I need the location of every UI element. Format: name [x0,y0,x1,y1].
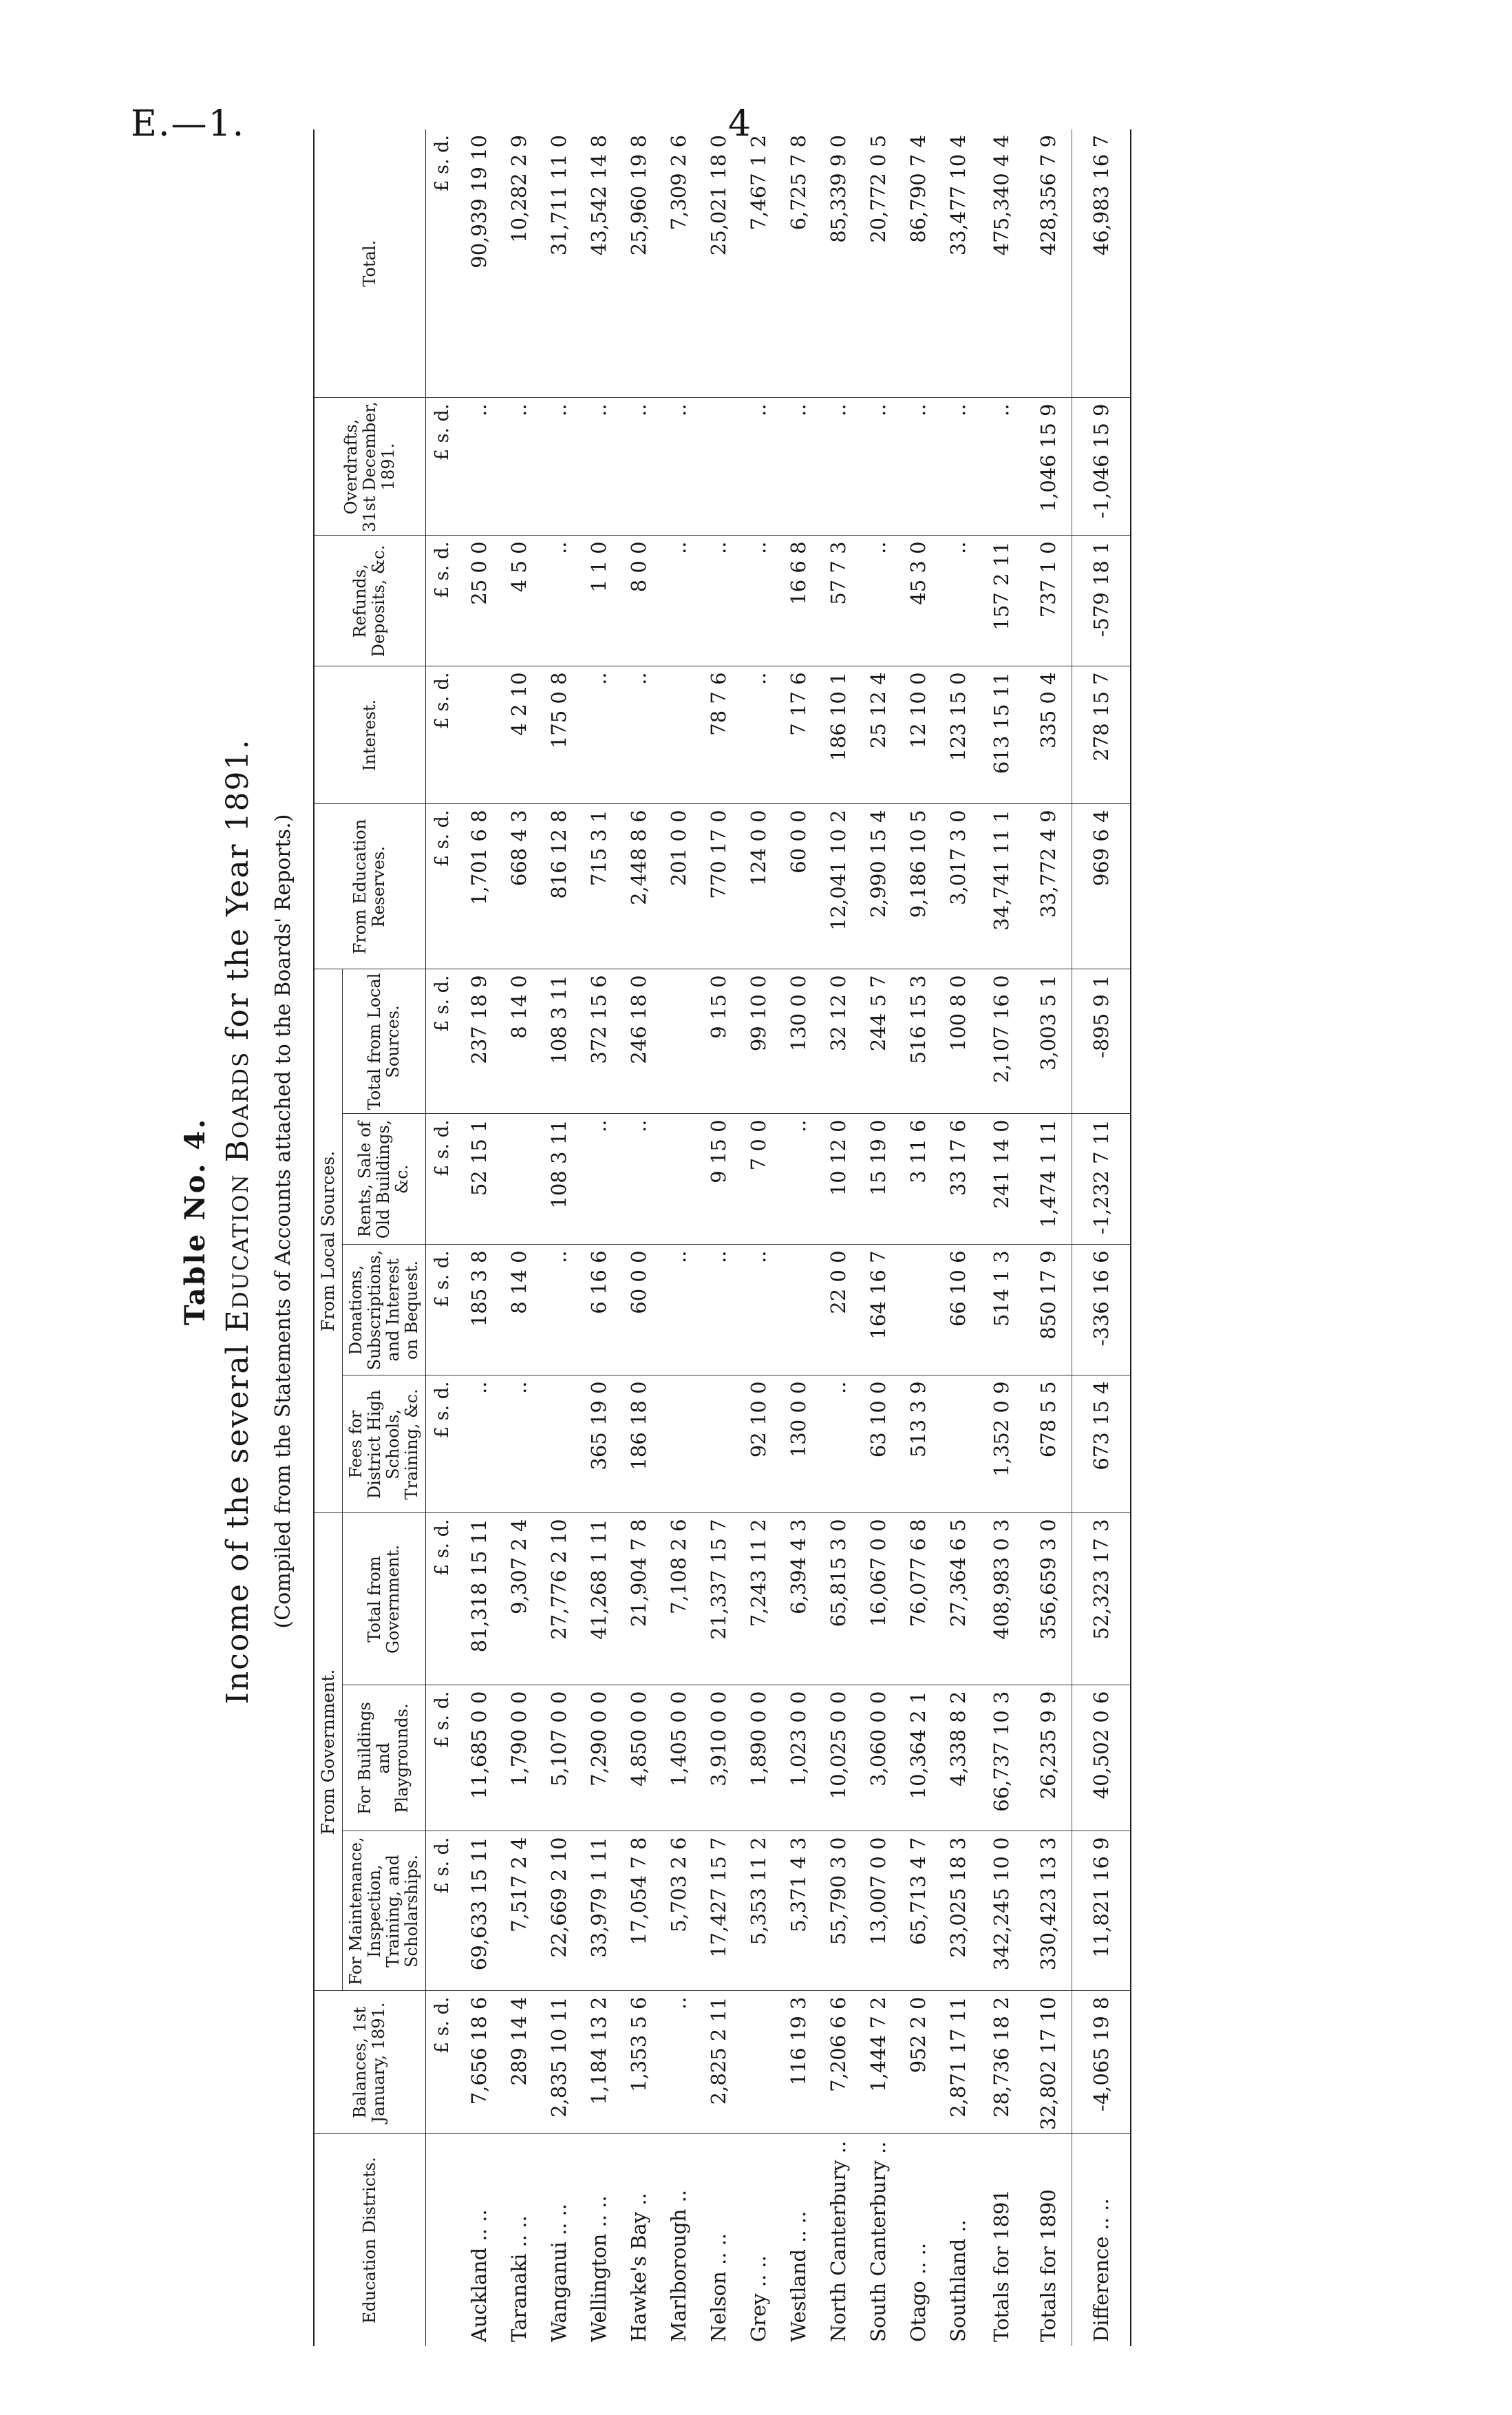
cell-fees: 513 3 9 [898,1375,938,1513]
cell-buildings: 40,502 0 6 [1072,1685,1131,1831]
cell-fees: 673 15 4 [1072,1375,1131,1513]
cell-interest: 186 10 1 [818,666,858,804]
table-row [539,129,579,2346]
cell-district: Wanganui .. .. [546,2203,571,2342]
cell-buildings: 11,685 0 0 [459,1685,499,1831]
cell-total: 475,340 4 4 [978,129,1025,398]
cell-overdrafts: .. [619,398,659,536]
cell-rents: 241 14 0 [978,1114,1025,1245]
cell-interest: 7 17 6 [778,666,818,804]
cell-total-local: 244 5 7 [858,969,898,1114]
cell-overdrafts: .. [579,398,619,536]
table-row [778,129,818,2346]
cell-rents: .. [778,1114,818,1245]
cell-fees [539,1375,579,1513]
cell-reserves: 969 6 4 [1072,804,1131,969]
cell-buildings: 4,850 0 0 [619,1685,659,1831]
cell-maintenance: 33,979 1 11 [579,1831,619,1991]
cell-maintenance: 65,713 4 7 [898,1831,938,1991]
table-row [659,129,699,2346]
cell-balances: 289 14 4 [499,1991,539,2134]
difference-row [1072,129,1131,2346]
cell-total-local: 372 15 6 [579,969,619,1114]
cell-rents: 10 12 0 [818,1114,858,1245]
cell-fees [699,1375,738,1513]
header-donations: Donations, Subscriptions, and Interest on Bequest. [343,1245,426,1375]
cell-total: 428,356 7 9 [1025,129,1072,398]
cell-overdrafts: .. [778,398,818,536]
cell-overdrafts: .. [818,398,858,536]
cell-refunds: .. [699,536,738,666]
cell-interest: 4 2 10 [499,666,539,804]
cell-fees: 186 18 0 [619,1375,659,1513]
header-total: Total. [314,129,425,398]
header-refunds: Refunds, Deposits, &c. [314,536,425,666]
cell-refunds: .. [938,536,978,666]
cell-rents [499,1114,539,1245]
cell-total-government: 356,659 3 0 [1025,1513,1072,1685]
cell-district: Nelson .. .. [706,2233,730,2342]
header-from-government: From Government. [314,1513,343,1991]
cell-interest: 78 7 6 [699,666,738,804]
cell-reserves: 34,741 11 1 [978,804,1025,969]
cell-fees: 92 10 0 [738,1375,778,1513]
header-interest: Interest. [314,666,425,804]
cell-donations: 185 3 8 [459,1245,499,1375]
cell-total: 85,339 9 0 [818,129,858,398]
cell-total-local: 3,003 5 1 [1025,969,1072,1114]
cell-donations [778,1245,818,1375]
cell-maintenance: 5,353 11 2 [738,1831,778,1991]
cell-rents: 33 17 6 [938,1114,978,1245]
cell-total-local [659,969,699,1114]
cell-buildings: 66,737 10 3 [978,1685,1025,1831]
cell-donations: 164 16 7 [858,1245,898,1375]
cell-district: Southland .. [946,2219,970,2342]
cell-total: 20,772 0 5 [858,129,898,398]
cell-maintenance: 342,245 10 0 [978,1831,1025,1991]
cell-overdrafts: .. [459,398,499,536]
cell-donations: .. [738,1245,778,1375]
cell-total: 86,790 7 4 [898,129,938,398]
cell-maintenance: 11,821 16 9 [1072,1831,1131,1991]
cell-overdrafts [699,398,738,536]
cell-reserves: 124 0 0 [738,804,778,969]
cell-total: 31,711 11 0 [539,129,579,398]
cell-maintenance: 55,790 3 0 [818,1831,858,1991]
cell-maintenance: 330,423 13 3 [1025,1831,1072,1991]
cell-total-local: 100 8 0 [938,969,978,1114]
header-fees: Fees for District High Schools, Training, &c. [343,1375,426,1513]
cell-interest: 25 12 4 [858,666,898,804]
table-row [619,129,659,2346]
cell-overdrafts: .. [978,398,1025,536]
table-row [699,129,738,2346]
cell-total-local: 108 3 11 [539,969,579,1114]
cell-balances: 116 19 3 [778,1991,818,2134]
cell-rents: 1,474 1 11 [1025,1114,1072,1245]
cell-overdrafts: .. [539,398,579,536]
header-reserves: From Education Reserves. [314,804,425,969]
cell-reserves: 33,772 4 9 [1025,804,1072,969]
cell-balances: 7,206 6 6 [818,1991,858,2134]
cell-total-local: 9 15 0 [699,969,738,1114]
cell-balances: 28,736 18 2 [978,1991,1025,2134]
cell-refunds: .. [738,536,778,666]
cell-district: Difference .. .. [1072,2134,1131,2346]
cell-buildings: 1,023 0 0 [778,1685,818,1831]
cell-donations: .. [539,1245,579,1375]
table-row [499,129,539,2346]
cell-total-government: 7,108 2 6 [659,1513,699,1685]
cell-district: Auckland .. .. [467,2209,491,2342]
cell-overdrafts: .. [858,398,898,536]
cell-reserves: 2,448 8 6 [619,804,659,969]
cell-interest [659,666,699,804]
cell-refunds: 57 7 3 [818,536,858,666]
cell-fees: 678 5 5 [1025,1375,1072,1513]
cell-refunds: .. [659,536,699,666]
cell-reserves: 3,017 3 0 [938,804,978,969]
cell-rents: 52 15 1 [459,1114,499,1245]
cell-total-government: 408,983 0 3 [978,1513,1025,1685]
cell-reserves: 1,701 6 8 [459,804,499,969]
cell-interest: 335 0 4 [1025,666,1072,804]
cell-reserves: 9,186 10 5 [898,804,938,969]
cell-total-government: 52,323 17 3 [1072,1513,1131,1685]
cell-fees: 365 19 0 [579,1375,619,1513]
cell-interest [459,666,499,804]
page-reference: E.—1. [131,103,246,145]
cell-refunds: .. [858,536,898,666]
cell-rents [659,1114,699,1245]
cell-maintenance: 5,371 4 3 [778,1831,818,1991]
cell-donations: 6 16 6 [579,1245,619,1375]
cell-total-local: 8 14 0 [499,969,539,1114]
cell-overdrafts: .. [738,398,778,536]
cell-total-government: 81,318 15 11 [459,1513,499,1685]
cell-refunds: -579 18 1 [1072,536,1131,666]
cell-donations: 66 10 6 [938,1245,978,1375]
cell-district: Wellington .. .. [586,2195,610,2342]
cell-total: 25,960 19 8 [619,129,659,398]
cell-rents: .. [579,1114,619,1245]
cell-reserves: 668 4 3 [499,804,539,969]
cell-refunds: 25 0 0 [459,536,499,666]
cell-maintenance: 17,427 15 7 [699,1831,738,1991]
cell-total-government: 27,364 6 5 [938,1513,978,1685]
table-row [738,129,778,2346]
cell-district: Otago .. .. [906,2242,930,2342]
cell-buildings: 7,290 0 0 [579,1685,619,1831]
cell-refunds: 45 3 0 [898,536,938,666]
cell-district: Taranaki .. .. [507,2215,531,2342]
cell-buildings: 1,790 0 0 [499,1685,539,1831]
header-total-government: Total from Government. [343,1513,426,1685]
table-row [938,129,978,2346]
cell-reserves: 2,990 15 4 [858,804,898,969]
cell-reserves: 816 12 8 [539,804,579,969]
totals-1891-row [978,129,1025,2346]
cell-fees: .. [459,1375,499,1513]
cell-refunds: 16 6 8 [778,536,818,666]
cell-total-local: -895 9 1 [1072,969,1131,1114]
cell-balances [738,1991,778,2134]
cell-donations: -336 16 6 [1072,1245,1131,1375]
table-title: Table No. 4. [179,1117,211,1326]
cell-fees: 63 10 0 [858,1375,898,1513]
cell-total-local: 99 10 0 [738,969,778,1114]
cell-rents: 9 15 0 [699,1114,738,1245]
cell-district: North Canterbury .. [826,2140,850,2342]
cell-overdrafts: .. [659,398,699,536]
cell-total-government: 9,307 2 4 [499,1513,539,1685]
cell-balances: 2,871 17 11 [938,1991,978,2134]
cell-balances: 2,835 10 11 [539,1991,579,2134]
cell-total: 43,542 14 8 [579,129,619,398]
cell-interest: 278 15 7 [1072,666,1131,804]
cell-maintenance: 17,054 7 8 [619,1831,659,1991]
cell-total-government: 7,243 11 2 [738,1513,778,1685]
rotated-table-page [0,83,1512,2360]
cell-district: Westland .. .. [786,2211,810,2342]
cell-maintenance: 5,703 2 6 [659,1831,699,1991]
cell-interest: 613 15 11 [978,666,1025,804]
cell-fees: .. [499,1375,539,1513]
cell-buildings: 4,338 8 2 [938,1685,978,1831]
cell-total-government: 21,337 15 7 [699,1513,738,1685]
cell-interest: 175 0 8 [539,666,579,804]
cell-total-government: 41,268 1 11 [579,1513,619,1685]
cell-total-government: 16,067 0 0 [858,1513,898,1685]
cell-donations [898,1245,938,1375]
cell-donations: 22 0 0 [818,1245,858,1375]
cell-reserves: 715 3 1 [579,804,619,969]
cell-total-government: 27,776 2 10 [539,1513,579,1685]
cell-district: Totals for 1891 [989,2189,1013,2342]
cell-total-local: 2,107 16 0 [978,969,1025,1114]
cell-buildings: 1,890 0 0 [738,1685,778,1831]
header-rents: Rents, Sale of Old Buildings, &c. [343,1114,426,1245]
cell-fees: 1,352 0 9 [978,1375,1025,1513]
cell-rents: 15 19 0 [858,1114,898,1245]
cell-donations: 850 17 9 [1025,1245,1072,1375]
cell-district: Marlborough .. [666,2189,690,2342]
cell-balances: 1,184 13 2 [579,1991,619,2134]
table-row [818,129,858,2346]
cell-maintenance: 22,669 2 10 [539,1831,579,1991]
cell-total: 10,282 2 9 [499,129,539,398]
table-source-note: (Compiled from the Statements of Accounts attached to the Boards' Reports.) [271,814,295,1629]
cell-total: 25,021 18 0 [699,129,738,398]
cell-total-local: 516 15 3 [898,969,938,1114]
cell-total-government: 65,815 3 0 [818,1513,858,1685]
cell-interest: .. [738,666,778,804]
cell-interest: 123 15 0 [938,666,978,804]
cell-district: Grey .. .. [746,2255,770,2342]
cell-reserves: 12,041 10 2 [818,804,858,969]
cell-total: 7,309 2 6 [659,129,699,398]
cell-rents: .. [619,1114,659,1245]
cell-fees [659,1375,699,1513]
cell-rents: -1,232 7 11 [1072,1114,1131,1245]
table-row [459,129,499,2346]
cell-rents: 7 0 0 [738,1114,778,1245]
cell-refunds: 157 2 11 [978,536,1025,666]
cell-rents: 3 11 6 [898,1114,938,1245]
cell-reserves: 60 0 0 [778,804,818,969]
totals-1890-row [1025,129,1072,2346]
header-overdrafts: Overdrafts, 31st December, 1891. [314,398,425,536]
cell-donations: .. [699,1245,738,1375]
cell-reserves: 770 17 0 [699,804,738,969]
cell-balances: 952 2 0 [898,1991,938,2134]
cell-fees: 130 0 0 [778,1375,818,1513]
cell-reserves: 201 0 0 [659,804,699,969]
cell-overdrafts: .. [898,398,938,536]
cell-refunds: 4 5 0 [499,536,539,666]
cell-buildings: 3,060 0 0 [858,1685,898,1831]
income-table [313,129,1131,2346]
cell-maintenance: 7,517 2 4 [499,1831,539,1991]
cell-rents: 108 3 11 [539,1114,579,1245]
cell-balances: 1,353 5 6 [619,1991,659,2134]
cell-refunds: .. [539,536,579,666]
cell-buildings: 26,235 9 9 [1025,1685,1072,1831]
cell-overdrafts: .. [938,398,978,536]
table-row [898,129,938,2346]
cell-donations: 60 0 0 [619,1245,659,1375]
page-number: 4 [728,103,752,145]
cell-total: 7,467 1 2 [738,129,778,398]
header-balances: Balances, 1st January, 1891. [314,1991,425,2134]
cell-interest: 12 10 0 [898,666,938,804]
cell-district: South Canterbury .. [866,2141,890,2342]
cell-maintenance: 23,025 18 3 [938,1831,978,1991]
table-row [579,129,619,2346]
cell-donations: 8 14 0 [499,1245,539,1375]
cell-refunds: 737 1 0 [1025,536,1072,666]
cell-balances: -4,065 19 8 [1072,1991,1131,2134]
cell-total: 90,939 19 10 [459,129,499,398]
cell-balances: .. [659,1991,699,2134]
cell-balances: 32,802 17 10 [1025,1991,1072,2134]
cell-total: 6,725 7 8 [778,129,818,398]
cell-total: 33,477 10 4 [938,129,978,398]
table-subtitle: Income of the several Education Boards for the Year 1891. [220,738,255,1705]
header-maintenance: For Maintenance, Inspection, Training, and Scholarships. [343,1831,426,1991]
cell-overdrafts: 1,046 15 9 [1025,398,1072,536]
cell-total-government: 21,904 7 8 [619,1513,659,1685]
cell-total-local: 237 18 9 [459,969,499,1114]
cell-total-government: 76,077 6 8 [898,1513,938,1685]
cell-interest: .. [579,666,619,804]
cell-balances: 1,444 7 2 [858,1991,898,2134]
cell-balances: 2,825 2 11 [699,1991,738,2134]
table-row [858,129,898,2346]
cell-balances: 7,656 18 6 [459,1991,499,2134]
cell-interest: .. [619,666,659,804]
cell-donations: 514 1 3 [978,1245,1025,1375]
cell-total-local: 32 12 0 [818,969,858,1114]
cell-maintenance: 13,007 0 0 [858,1831,898,1991]
cell-buildings: 10,025 0 0 [818,1685,858,1831]
cell-donations: .. [659,1245,699,1375]
cell-total: 46,983 16 7 [1072,129,1131,398]
units-row: £ s. d. £ s. d. £ s. d. £ s. d. £ s. d. £ s. d. £ s. d. £ s. d. £ s. d. £ s. d. £ s. d. £ s. d. £ s. d. [425,129,459,2346]
cell-total-local: 246 18 0 [619,969,659,1114]
cell-buildings: 10,364 2 1 [898,1685,938,1831]
cell-maintenance: 69,633 15 11 [459,1831,499,1991]
cell-fees [938,1375,978,1513]
header-buildings: For Buildings and Playgrounds. [343,1685,426,1831]
cell-buildings: 5,107 0 0 [539,1685,579,1831]
header-total-local: Total from Local Sources. [343,969,426,1114]
header-from-local-sources: From Local Sources. [314,969,343,1513]
cell-overdrafts: .. [499,398,539,536]
cell-district: Hawke's Bay .. [626,2193,650,2342]
cell-total-government: 6,394 4 3 [778,1513,818,1685]
cell-buildings: 3,910 0 0 [699,1685,738,1831]
cell-district: Totals for 1890 [1036,2189,1060,2342]
header-districts: Education Districts. [314,2134,425,2346]
cell-total-local: 130 0 0 [778,969,818,1114]
cell-buildings: 1,405 0 0 [659,1685,699,1831]
cell-fees: .. [818,1375,858,1513]
cell-refunds: 1 1 0 [579,536,619,666]
cell-overdrafts: -1,046 15 9 [1072,398,1131,536]
cell-refunds: 8 0 0 [619,536,659,666]
